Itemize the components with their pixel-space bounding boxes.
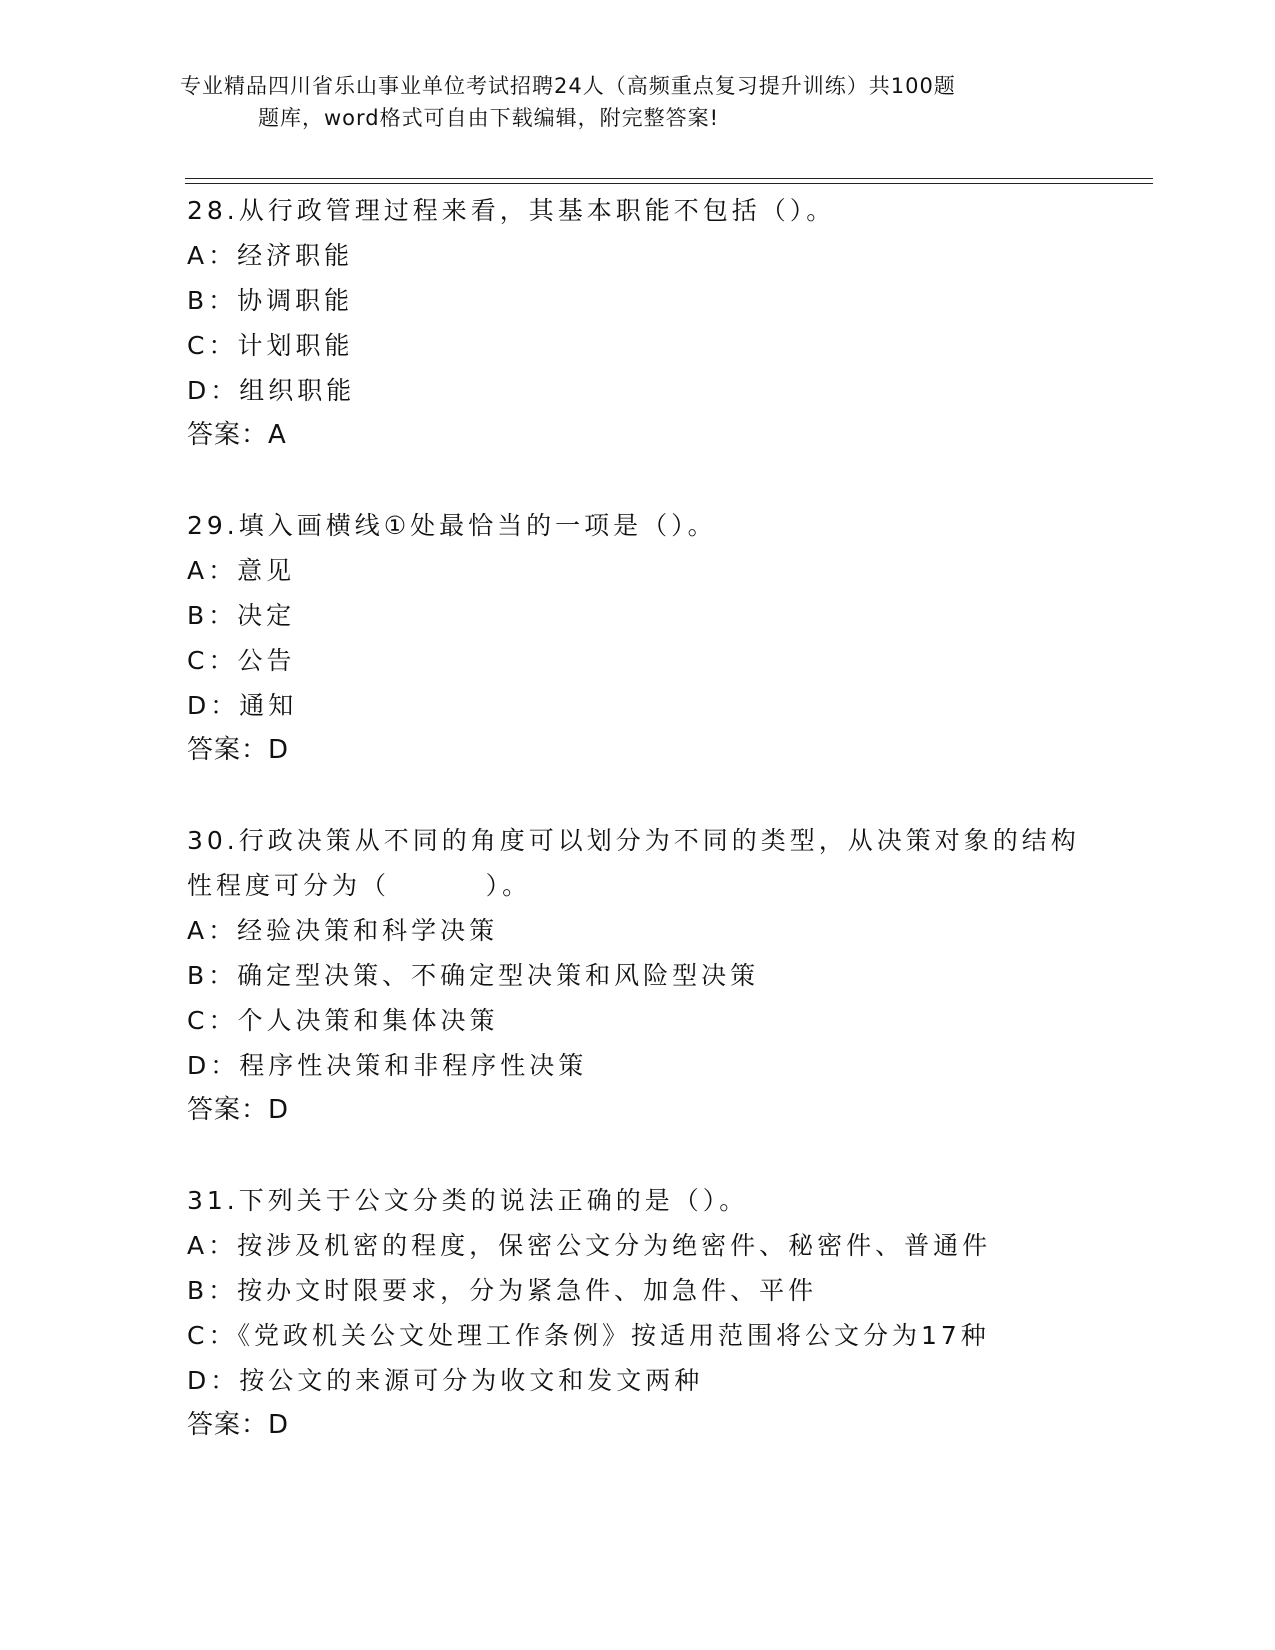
header-divider-bottom [185,183,1153,184]
question-stem-line-2: 性程度可分为（ ）。 [187,871,532,900]
answer: 答案：A [187,420,287,450]
option-c: C：公告 [187,646,296,675]
question-28 [187,188,1087,458]
option-d: D：通知 [187,691,298,720]
option-b: B：确定型决策、不确定型决策和风险型决策 [187,961,760,990]
answer: 答案：D [187,1095,290,1125]
option-c: C：计划职能 [187,331,354,360]
option-c: C：个人决策和集体决策 [187,1006,499,1035]
option-a: A：按涉及机密的程度，保密公文分为绝密件、秘密件、普通件 [187,1231,992,1260]
option-d: D：按公文的来源可分为收文和发文两种 [187,1366,704,1395]
answer: 答案：D [187,735,290,765]
header-line-2: 题库，word格式可自由下载编辑，附完整答案! [258,106,720,130]
option-a: A：意见 [187,556,296,585]
question-31 [187,1178,1087,1448]
option-d: D：程序性决策和非程序性决策 [187,1051,588,1080]
option-a: A：经验决策和科学决策 [187,916,499,945]
option-b: B：按办文时限要求，分为紧急件、加急件、平件 [187,1276,818,1305]
question-stem: 29.填入画横线①处最恰当的一项是（）。 [187,511,717,540]
option-b: B：协调职能 [187,286,354,315]
option-b: B：决定 [187,601,296,630]
question-29 [187,503,1087,773]
header-line-1: 专业精品四川省乐山事业单位考试招聘24人（高频重点复习提升训练）共100题 [180,74,956,98]
document-header [180,70,1060,134]
question-list [187,188,1087,1493]
question-stem-line-1: 30.行政决策从不同的角度可以划分为不同的类型，从决策对象的结构 [187,826,1080,855]
question-stem: 31.下列关于公文分类的说法正确的是（）。 [187,1186,749,1215]
option-a: A：经济职能 [187,241,354,270]
header-divider-top [185,178,1153,179]
option-d: D：组织职能 [187,376,356,405]
question-30 [187,818,1087,1133]
option-c: C：《党政机关公文处理工作条例》按适用范围将公文分为17种 [187,1321,990,1350]
answer: 答案：D [187,1410,290,1440]
question-stem: 28.从行政管理过程来看，其基本职能不包括（）。 [187,196,836,225]
